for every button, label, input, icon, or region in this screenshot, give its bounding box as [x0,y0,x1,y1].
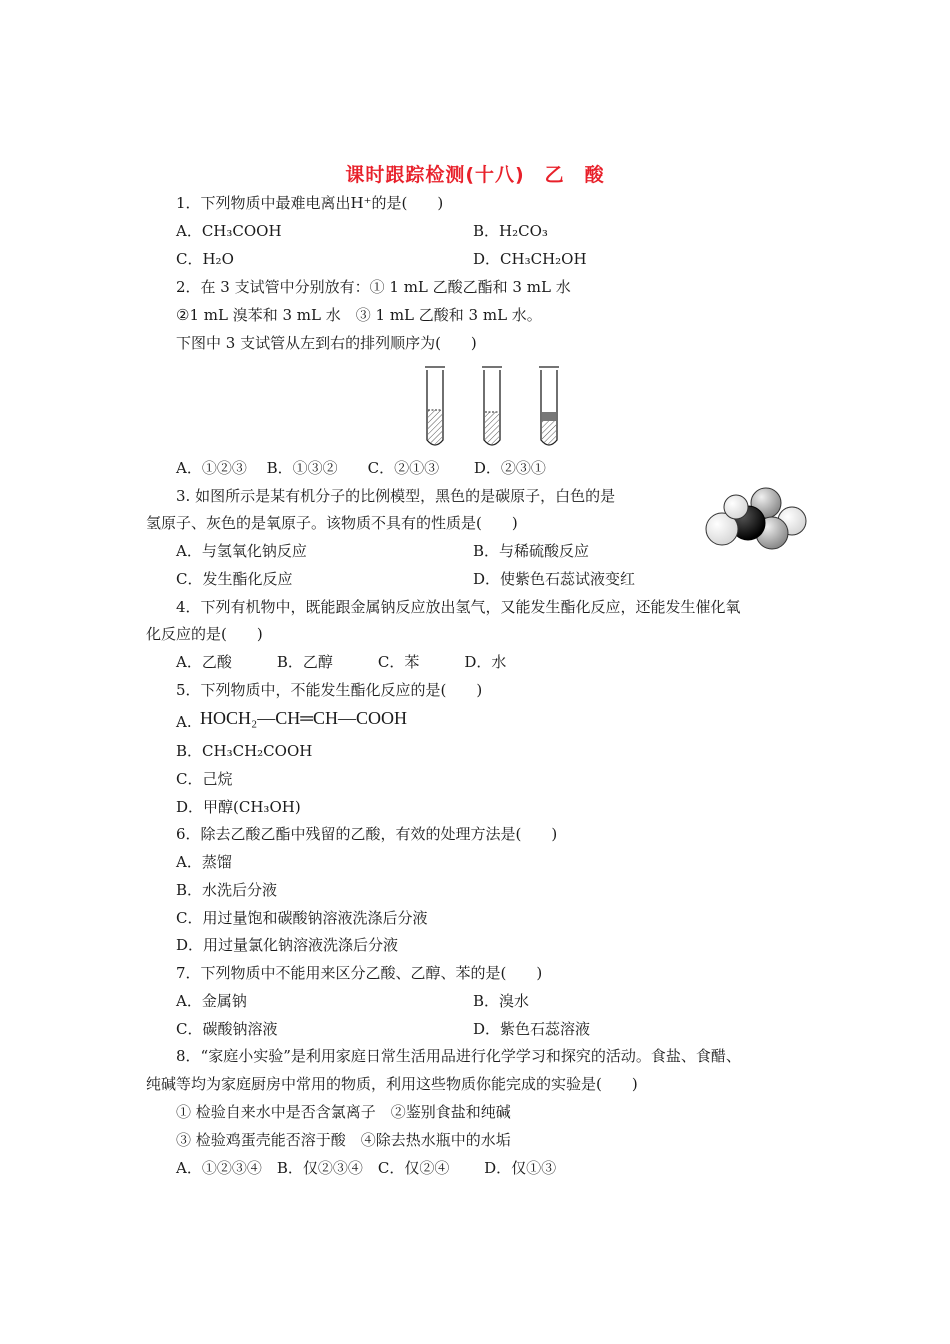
three-test-tubes-icon [415,362,565,452]
acetic-acid-space-filling-model-icon [700,485,810,557]
q1-option-d: D．CH₃CH₂OH [473,250,587,268]
q7-option-a: A．金属钠 [176,992,247,1010]
q6-option-a: A．蒸馏 [176,853,232,871]
q3-stem-line2: 氢原子、灰色的是氧原子。该物质不具有的性质是( ) [146,514,518,532]
q6-option-d: D．用过量氯化钠溶液洗涤后分液 [176,936,399,954]
q4-stem-line1: 4．下列有机物中，既能跟金属钠反应放出氢气，又能发生酯化反应，还能发生催化氧 [176,598,741,616]
q6-option-b: B．水洗后分液 [176,881,278,899]
page-title: 课时跟踪检测(十八) 乙 酸 [345,164,605,186]
q1-option-b: B．H₂CO₃ [473,222,548,240]
q5-option-b: B．CH₃CH₂COOH [176,742,313,760]
q3-option-a: A．与氢氧化钠反应 [176,542,307,560]
q3-option-c: C．发生酯化反应 [176,570,293,588]
q8-options: A．①②③④ B．仅②③④ C．仅②④ D．仅①③ [176,1159,557,1177]
q5-option-c: C．己烷 [176,770,233,788]
q8-item-line2: ③ 检验鸡蛋壳能否溶于酸 ④除去热水瓶中的水垢 [176,1131,511,1149]
q7-option-d: D．紫色石蕊溶液 [473,1020,591,1038]
q2-stem-line1: 2．在 3 支试管中分别放有：① 1 mL 乙酸乙酯和 3 mL 水 [176,278,571,296]
q2-options: A．①②③ B．①③② C．②①③ D．②③① [176,459,546,477]
q2-stem-line3: 下图中 3 支试管从左到右的排列顺序为( ) [176,334,477,352]
q3-stem-line1: 3. 如图所示是某有机分子的比例模型，黑色的是碳原子，白色的是 [176,487,616,505]
q4-options: A．乙酸 B．乙醇 C．苯 D．水 [176,653,507,671]
q1-option-a: A．CH₃COOH [176,222,282,240]
q1-stem: 1．下列物质中最难电离出H⁺的是( ) [176,194,444,212]
q7-option-b: B．溴水 [473,992,530,1010]
q5-stem: 5．下列物质中，不能发生酯化反应的是( ) [176,681,483,699]
q6-stem: 6．除去乙酸乙酯中残留的乙酸，有效的处理方法是( ) [176,825,558,843]
q4-stem-line2: 化反应的是( ) [146,625,263,643]
q5-option-a-label: A. [176,713,192,731]
q7-option-c: C．碳酸钠溶液 [176,1020,278,1038]
q8-stem-line1: 8．“家庭小实验”是利用家庭日常生活用品进行化学学习和探究的活动。食盐、食醋、 [176,1047,741,1065]
test-tube-1 [425,367,445,445]
q2-stem-line2: ②1 mL 溴苯和 3 mL 水 ③ 1 mL 乙酸和 3 mL 水。 [176,306,542,324]
q8-stem-line2: 纯碱等均为家庭厨房中常用的物质，利用这些物质你能完成的实验是( ) [146,1075,638,1093]
q5-option-d: D．甲醇(CH₃OH) [176,798,301,816]
q6-option-c: C．用过量饱和碳酸钠溶液洗涤后分液 [176,909,428,927]
q8-item-line1: ① 检验自来水中是否含氯离子 ②鉴别食盐和纯碱 [176,1103,511,1121]
q3-option-b: B．与稀硫酸反应 [473,542,590,560]
q3-option-d: D．使紫色石蕊试液变红 [473,570,636,588]
q1-option-c: C．H₂O [176,250,234,268]
q5-option-a-formula: HOCH₂—CH═CH—COOH [200,708,408,728]
test-tube-3 [539,367,559,445]
q7-stem: 7．下列物质中不能用来区分乙酸、乙醇、苯的是( ) [176,964,543,982]
test-tube-2 [482,367,502,445]
